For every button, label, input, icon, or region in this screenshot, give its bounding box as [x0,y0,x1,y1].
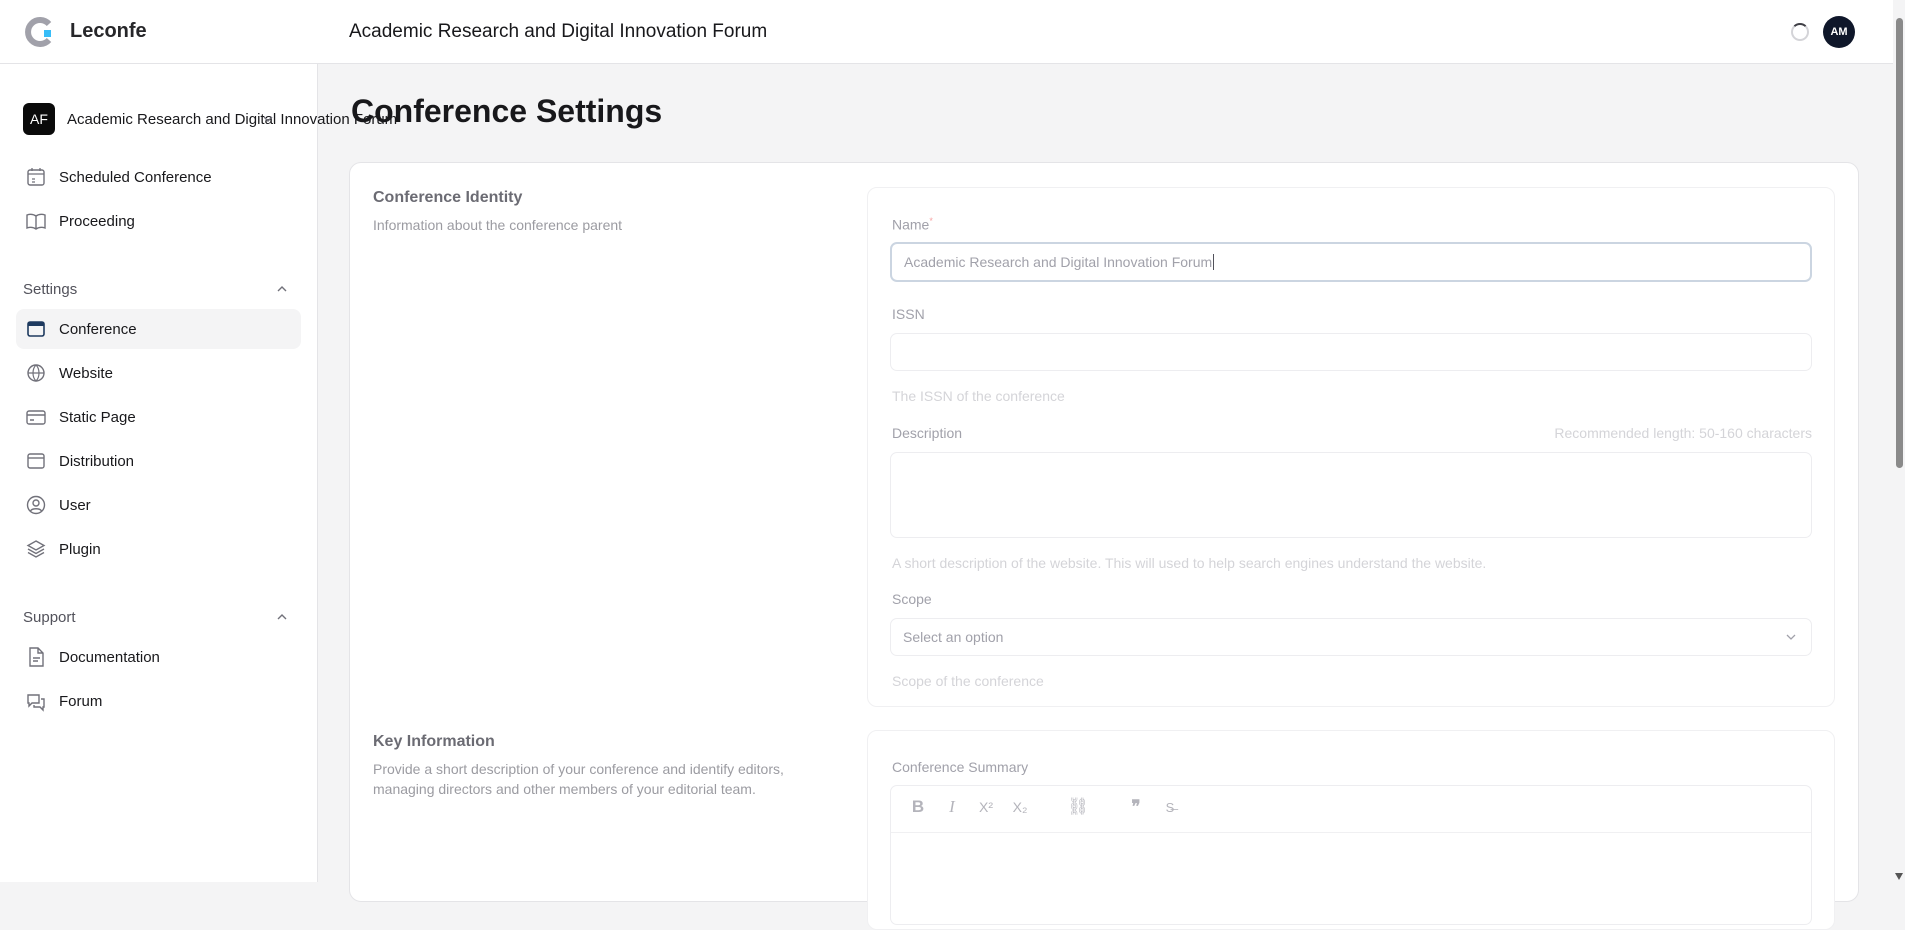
user-circle-icon [25,494,47,516]
scroll-down-arrow-icon[interactable] [1895,873,1903,880]
chevron-up-icon [275,610,289,624]
chevron-down-icon [261,112,275,126]
sidebar-item-label: Proceeding [59,212,135,230]
chat-bubbles-icon [25,690,47,712]
sidebar-item-label: Forum [59,692,103,710]
sidebar-item-label: Conference [59,320,137,338]
scope-select-placeholder: Select an option [903,629,1004,645]
header-title: Academic Research and Digital Innovation Forum [349,20,768,42]
credit-card-icon [25,406,47,428]
sidebar-item-conference[interactable] [16,309,301,349]
description-textarea[interactable] [890,452,1812,538]
editor-divider [891,832,1811,833]
user-avatar[interactable]: AM [1823,16,1855,48]
sidebar-item-proceeding[interactable] [16,201,301,241]
globe-icon [25,362,47,384]
page-title: Conference Settings [351,93,663,129]
conference-switcher-name: Academic Research and Digital Innovation Forum [67,110,398,128]
key-info-section-description: Provide a short description of your conference and identify editors, managing directors and other members of your editorial team. [373,761,784,797]
browser-icon [25,450,47,472]
support-group-title: Support [23,608,76,626]
italic-icon[interactable]: I [949,797,955,816]
conference-switcher[interactable] [16,101,398,137]
sidebar-item-forum[interactable] [16,681,301,721]
sidebar-item-label: User [59,496,91,514]
window-icon [25,318,47,340]
sidebar-item-label: Static Page [59,408,136,426]
sidebar-item-label: Documentation [59,648,160,666]
issn-input[interactable] [890,333,1812,371]
description-hint: A short description of the website. This will used to help search engines understand the website. [892,555,1487,571]
sidebar-item-label: Distribution [59,452,135,470]
strikethrough-icon[interactable]: S̶ [1165,799,1175,815]
settings-group-title: Settings [23,280,78,298]
top-bar [0,0,1893,64]
sidebar-item-label: Scheduled Conference [59,168,212,186]
leconfe-logo-icon [24,16,56,48]
sidebar-item-label: Plugin [59,540,101,558]
name-label: Name* [892,216,933,233]
key-info-panel [867,730,1835,930]
loading-spinner-icon [1791,23,1809,41]
description-recommended-length: Recommended length: 50-160 characters [1554,425,1812,441]
conference-summary-label: Conference Summary [892,759,1029,775]
document-icon [25,646,47,668]
bold-icon[interactable]: B [911,797,925,816]
chevron-down-icon [1785,631,1797,643]
name-input[interactable]: Academic Research and Digital Innovation Forum [890,242,1812,282]
issn-hint: The ISSN of the conference [892,388,1065,404]
settings-card [349,162,1859,902]
blockquote-icon[interactable]: ❞ [1131,797,1141,816]
support-group-toggle[interactable] [16,605,301,629]
brand-name: Leconfe [70,20,147,42]
scope-select[interactable] [890,618,1812,656]
identity-section-title: Conference Identity [373,189,523,206]
sidebar-item-documentation[interactable] [16,637,301,677]
sidebar-item-user[interactable] [16,485,301,525]
superscript-icon[interactable]: X² [979,799,993,815]
sidebar-item-website[interactable] [16,353,301,393]
description-label: Description [892,425,963,441]
subscript-icon[interactable]: X₂ [1012,799,1028,815]
page-scrollbar[interactable] [1893,0,1905,882]
sidebar [0,64,398,882]
conference-summary-editor[interactable] [890,785,1812,925]
link-icon[interactable]: ⛓ [1067,797,1089,816]
sidebar-item-label: Website [59,364,113,382]
scrollbar-thumb[interactable] [1896,18,1903,468]
chevron-up-icon [275,282,289,296]
scope-label: Scope [892,591,932,607]
scope-hint: Scope of the conference [892,673,1044,689]
sidebar-item-plugin[interactable] [16,529,301,569]
book-open-icon [25,210,47,232]
calendar-icon [25,166,47,188]
conference-badge: AF [23,103,55,135]
brand[interactable] [0,16,318,48]
layers-icon [25,538,47,560]
key-info-section-title: Key Information [373,733,495,750]
editor-toolbar [901,790,1187,824]
identity-section-description: Information about the conference parent [373,217,623,233]
sidebar-item-static-page[interactable] [16,397,301,437]
issn-label: ISSN [892,306,925,322]
identity-panel [867,187,1835,707]
sidebar-item-distribution[interactable] [16,441,301,481]
sidebar-item-scheduled-conference[interactable] [16,157,301,197]
settings-group-toggle[interactable] [16,277,301,301]
